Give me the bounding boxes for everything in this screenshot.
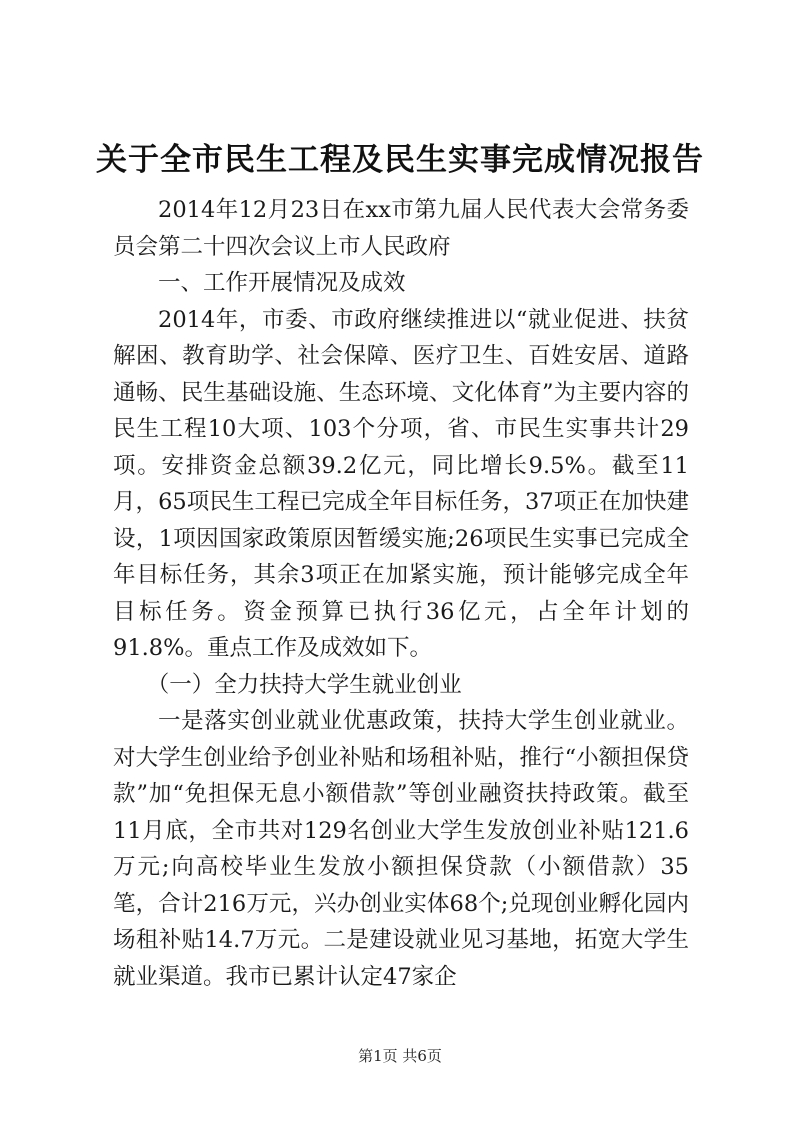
paragraph-summary: 2014年，市委、市政府继续推进以“就业促进、扶贫解困、教育助学、社会保障、医疗卫生、百姓安居、道路通畅、民生基础设施、生态环境、文化体育”为主要内容的民生工程10大项、103个分项，省、市民生实事共计29项。安排资金总额39.2亿元，同比增长9.5%。截至11月，65项民生工程已完成全年目标任务，37项正在加快建设，1项因国家政策原因暂缓实施;26项民生实事已完成全年目标任务，其余3项正在加紧实施，预计能够完成全年目标任务。资金预算已执行36亿元，占全年计划的91.8%。重点工作及成效如下。 bbox=[113, 306, 689, 661]
paragraph-detail: 一是落实创业就业优惠政策，扶持大学生创业就业。对大学生创业给予创业补贴和场租补贴，推行“小额担保贷款”加“免担保无息小额借款”等创业融资扶持政策。截至11月底，全市共对129名创业大学生发放创业补贴121.6万元;向高校毕业生发放小额担保贷款（小额借款）35笔，合计216万元，兴办创业实体68个;兑现创业孵化园内场租补贴14.7万元。二是建设就业见习基地，拓宽大学生就业渠道。我市已累计认定47家企 bbox=[113, 708, 689, 990]
paragraph-meeting-info: 2014年12月23日在xx市第九届人民代表大会常务委员会第二十四次会议上市人民政府 bbox=[113, 197, 689, 260]
page-number-footer: 第1页 共6页 bbox=[358, 1047, 442, 1065]
section-heading: 一、工作开展情况及成效 bbox=[158, 270, 406, 296]
document-title: 关于全市民生工程及民生实事完成情况报告 bbox=[96, 142, 704, 178]
document-body bbox=[113, 192, 689, 995]
subsection-heading: （一）全力扶持大学生就业创业 bbox=[146, 671, 462, 698]
